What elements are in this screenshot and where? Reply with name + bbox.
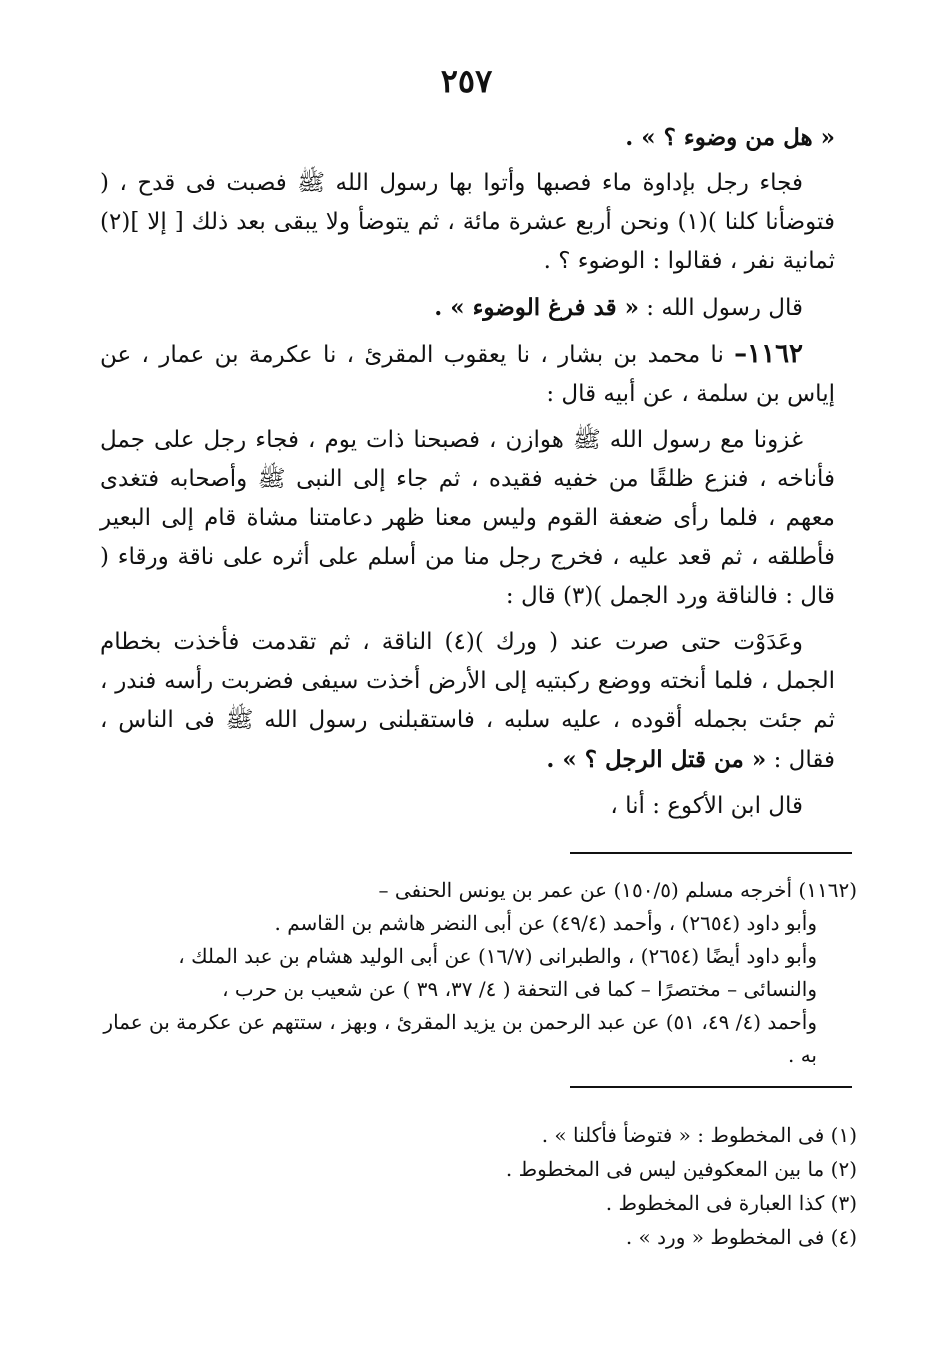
takhrij-line: وأحمد (٤/ ٤٩، ٥١) عن عبد الرحمن بن يزيد المقرئ ، وبهز ، ستتهم عن عكرمة بن عمار <box>103 1010 817 1034</box>
takhrij-line: به . <box>787 1043 817 1067</box>
quote-line: « هل من وضوء ؟ » . <box>625 124 835 151</box>
paragraph: قال ابن الأكوع : أنا ، <box>610 793 803 819</box>
paragraph: فجاء رجل بإداوة ماء فصبها وأتوا بها رسول الله ﷺ فصبت فى قدح ، ( فتوضأنا كلنا )(١) ونحن أربع عشرة مائة ، ثم يتوضأ ولا يبقى بعد ذلك [ إلا ](٢) ثمانية نفر ، فقالوا : الوضوء ؟ . <box>100 170 835 274</box>
paragraph: غزونا مع رسول الله ﷺ هوازن ، فصبحنا ذات يوم ، فجاء رجل على جمل فأناخه ، فنزع ظلقًا من خفيه فقيده ، ثم جاء إلى النبى ﷺ وأصحابه فتغدى معهم ، فلما رأى ضعفة القوم وليس معنا ظهر دعامتنا مشاة قام إلى البعير فأطلقه ، ثم قعد عليه ، فخرج رجل منا من أسلم على أثره على ناقة ورقاء ( قال : فالناقة ورد الجمل )(٣) قال : <box>100 427 835 609</box>
takhrij-line: والنسائى – مختصرًا – كما فى التحفة ( ٤/ ٣٧، ٣٩ ) عن شعيب بن حرب ، <box>222 977 817 1001</box>
note-line: (٤) فى المخطوط « ورد » . <box>625 1225 857 1249</box>
prophet-quote: « من قتل الرجل ؟ » . <box>546 746 767 773</box>
takhrij-line: وأبو داود (٢٦٥٤) ، وأحمد (٤٩/٤) عن أبى النضر هاشم بن القاسم . <box>274 911 817 935</box>
paragraph <box>100 288 835 328</box>
manuscript-notes <box>400 1118 857 1254</box>
text-run: قال رسول الله : <box>638 295 803 321</box>
paragraph <box>100 623 835 780</box>
prophet-quote: « قد فرغ الوضوء » . <box>434 294 639 321</box>
note-line: (٣) كذا العبارة فى المخطوط . <box>605 1191 857 1215</box>
takhrij-line: (١١٦٢) أخرجه مسلم (١٥٠/٥) عن عمر بن يونس الحنفى – <box>378 878 857 902</box>
hadith-number: ١١٦٢– <box>734 339 803 369</box>
takhrij-line: وأبو داود أيضًا (٢٦٥٤) ، والطبرانى (١٦/٧) عن أبى الوليد هشام بن عبد الملك ، <box>178 944 817 968</box>
page-number: ٢٥٧ <box>440 62 493 100</box>
text-run: وعَدَوْت حتى صرت عند ( ورك )(٤) الناقة ، ثم تقدمت فأخذت بخطام الجمل ، فلما أنخته ووضع ركبتيه إلى الأرض أخذت سيفى فضربت رأسه فندر ، ثم جئت بجمله أقوده ، عليه سلبه ، فاستقبلنى رسول الله ﷺ فى الناس ، فقال : <box>100 629 835 773</box>
divider-line <box>570 1086 852 1088</box>
note-line: (١) فى المخطوط : « فتوضأ فأكلنا » . <box>541 1123 857 1147</box>
note-line: (٢) ما بين المعكوفين ليس فى المخطوط . <box>505 1157 857 1181</box>
takhrij-footnote <box>103 874 857 1072</box>
main-text <box>100 118 835 833</box>
hadith-isnad <box>100 335 835 414</box>
divider-line <box>570 852 852 854</box>
text-run: نا محمد بن بشار ، نا يعقوب المقرئ ، نا عكرمة بن عمار ، عن إياس بن سلمة ، عن أبيه قال : <box>100 342 835 407</box>
